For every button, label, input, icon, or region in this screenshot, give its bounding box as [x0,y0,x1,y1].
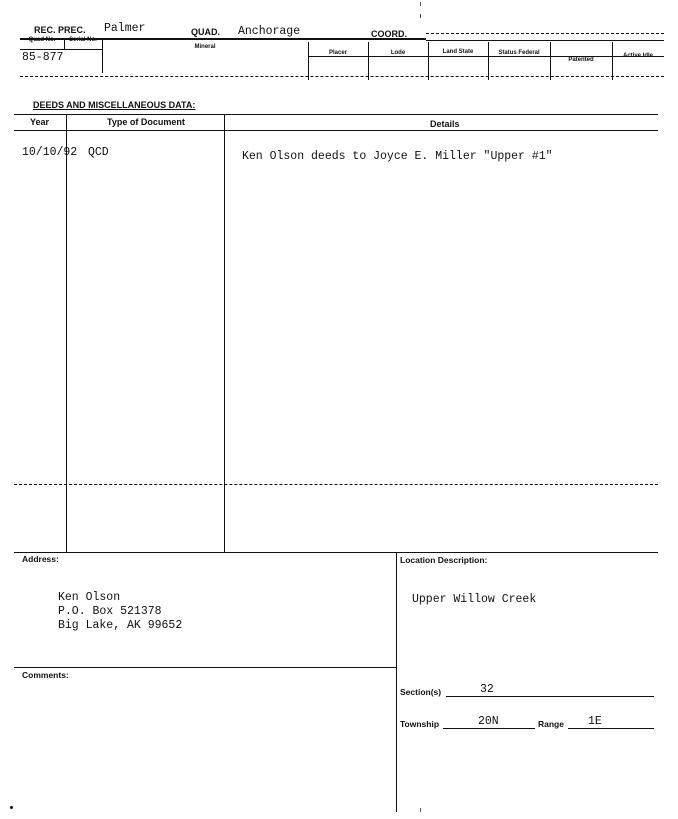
col-mineral: Mineral [194,44,216,50]
status-divider [488,42,489,80]
lode-divider [368,42,369,80]
address-label: Address: [22,554,59,564]
status-row-divider [308,56,664,57]
coord-label: COORD. [371,29,407,39]
comments-top-rule [14,667,396,668]
col-patented: Patented [568,57,594,63]
land-divider [428,42,429,80]
address-block [58,591,182,633]
placer-divider [308,42,309,80]
quad-label: QUAD. [191,27,220,37]
deeds-top-rule [14,114,658,115]
col-year: Year [30,117,50,127]
col-placer: Placer [328,50,347,56]
header-top-rule-right [426,40,664,41]
scan-dot [10,806,13,809]
deeds-bottom-rule [14,552,658,553]
section-underline [446,696,654,697]
bottom-center-divider [396,552,397,812]
township-value: 20N [478,715,499,728]
mineral-left-divider [102,38,103,73]
deeds-dashed-rule [14,484,658,485]
col-serial-no: Serial No. [69,37,97,43]
col-land-state: Land State [442,49,474,55]
quad-value: Anchorage [238,25,301,38]
address-line-3: Big Lake, AK 99652 [58,619,183,632]
township-label: Township [400,719,440,729]
scan-mark [420,14,421,18]
rec-prec-value: Palmer [104,22,146,35]
range-underline [568,728,654,729]
rec-prec-label: REC. PREC. [34,25,86,35]
col-active-idle: Active Idle [622,53,653,59]
deeds-title: DEEDS AND MISCELLANEOUS DATA: [33,100,196,110]
comments-label: Comments: [22,670,69,680]
details-col-divider [224,114,225,552]
col-lode: Lode [390,50,406,56]
section-label: Section(s) [400,687,442,697]
col-details: Details [430,119,460,129]
deeds-header-rule [14,130,658,131]
range-label: Range [538,719,564,729]
section-value: 32 [480,683,494,696]
col-type-of-document: Type of Document [107,117,185,127]
quad-row-divider [20,49,102,50]
range-value: 1E [588,715,602,728]
active-divider [612,42,613,80]
year-col-divider [66,114,67,552]
row-year: 10/10/92 [22,146,78,159]
col-quad-no: Quad No. [28,37,56,43]
row-type: QCD [88,146,109,159]
address-line-1: Ken Olson [58,591,121,604]
scan-mark [420,2,421,6]
quad-no-value: 85-877 [22,51,64,64]
col-status-federal: Status Federal [498,50,540,56]
township-underline [443,728,535,729]
address-line-2: P.O. Box 521378 [58,605,162,618]
header-bottom-dashed [20,76,664,77]
row-details: Ken Olson deeds to Joyce E. Miller "Upper #1" [242,150,553,163]
scan-mark [420,808,421,812]
location-value: Upper Willow Creek [412,593,537,606]
coord-dashed-line [426,33,664,34]
serial-divider [64,38,65,50]
patented-divider [550,42,551,80]
location-label: Location Description: [400,555,488,565]
